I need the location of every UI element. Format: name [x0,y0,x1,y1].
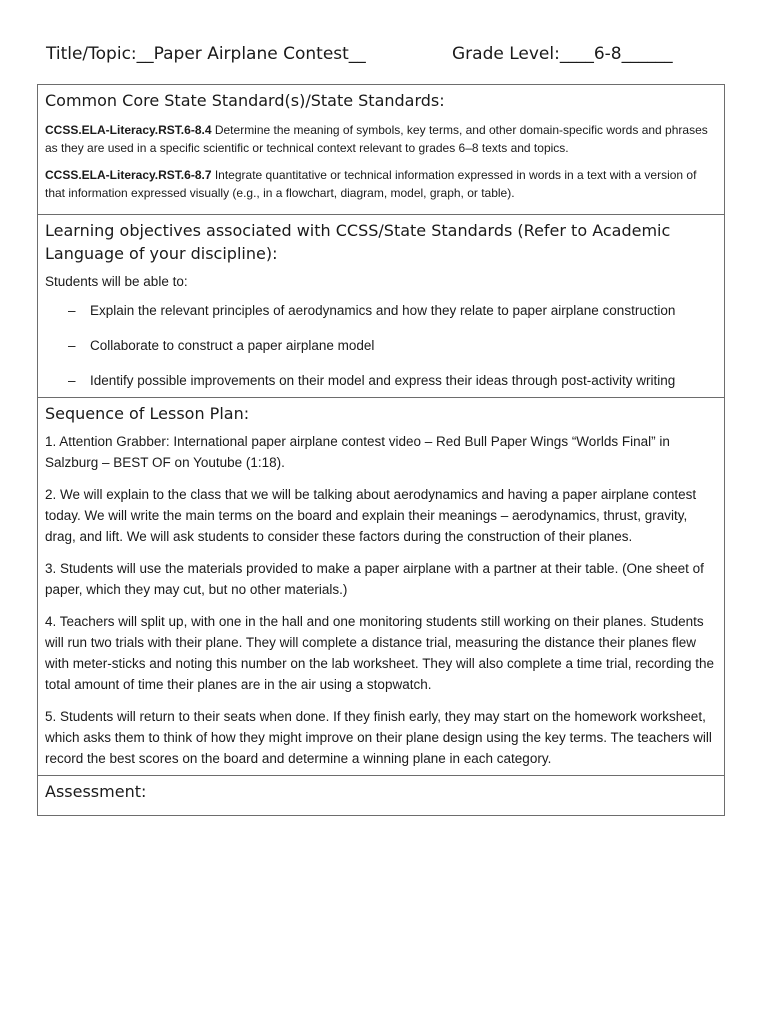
standard-code: CCSS.ELA-Literacy.RST.6-8.7 [45,168,212,182]
standard-text: Integrate quantitative or technical information expressed in words in a text with a version of that information expressed visually (e.g., in a flowchart, diagram, model, graph, or table). [45,168,697,200]
objective-item [45,335,717,356]
lesson-plan-table [37,84,725,816]
objectives-intro: Students will be able to: [45,274,188,289]
standards-heading: Common Core State Standard(s)/State Standards: [45,91,445,110]
sequence-step: 4. Teachers will split up, with one in the hall and one monitoring students still working on their planes. Students will run two trials with their plane. They will complete a distance trial, measuring the distance their planes flew with meter-sticks and noting this number on the lab worksheet. They will also complete a time trial, recording the total amount of time their planes are in the air using a stopwatch. [45,614,715,692]
dash-bullet: – [68,373,76,388]
objective-text: Explain the relevant principles of aerodynamics and how they relate to paper airplane construction [90,303,676,318]
sequence-step: 1. Attention Grabber: International paper airplane contest video – Red Bull Paper Wings “Worlds Final” in Salzburg – BEST OF on Youtube (1:18). [45,434,670,470]
objectives-list [45,300,717,391]
objective-text: Identify possible improvements on their model and express their ideas through post-activity writing [90,373,676,388]
title-value: __Paper Airplane Contest__ [136,44,366,64]
objectives-section [38,214,724,397]
sequence-heading: Sequence of Lesson Plan: [45,404,250,423]
sequence-step: 2. We will explain to the class that we will be talking about aerodynamics and having a paper airplane contest today. We will write the main terms on the board and explain their meanings – aerodynamics, thrust, gravity, drag, and lift. We will ask students to consider these factors during the construction of their planes. [45,487,697,544]
sequence-step: 5. Students will return to their seats when done. If they finish early, they may start on the homework worksheet, which asks them to think of how they might improve on their plane design using the key terms. The teachers will record the best scores on the board and determine a winning plane in each category. [45,709,712,766]
assessment-section [38,775,724,815]
standards-section [38,85,724,214]
lesson-header [46,44,728,72]
grade-level-line [452,44,673,64]
grade-value: ____6-8______ [559,44,673,64]
grade-label: Grade Level: [452,44,560,64]
title-label: Title/Topic: [46,44,137,64]
objective-item [45,300,717,321]
standard-item [45,167,717,202]
objective-item [45,370,717,391]
standard-code: CCSS.ELA-Literacy.RST.6-8.4 [45,123,212,137]
dash-bullet: – [68,338,76,353]
standard-item [45,122,717,157]
objectives-heading: Learning objectives associated with CCSS/State Standards (Refer to Academic Language of your discipline): [45,221,671,263]
objective-text: Collaborate to construct a paper airplane model [90,338,375,353]
sequence-section [38,397,724,775]
sequence-step: 3. Students will use the materials provided to make a paper airplane with a partner at their table. (One sheet of paper, which they may cut, but no other materials.) [45,561,704,597]
assessment-heading: Assessment: [45,782,147,801]
dash-bullet: – [68,303,76,318]
title-topic-line [46,44,366,64]
standard-text: Determine the meaning of symbols, key terms, and other domain-specific words and phrases as they are used in a specific scientific or technical context relevant to grades 6–8 texts and topics. [45,123,708,155]
